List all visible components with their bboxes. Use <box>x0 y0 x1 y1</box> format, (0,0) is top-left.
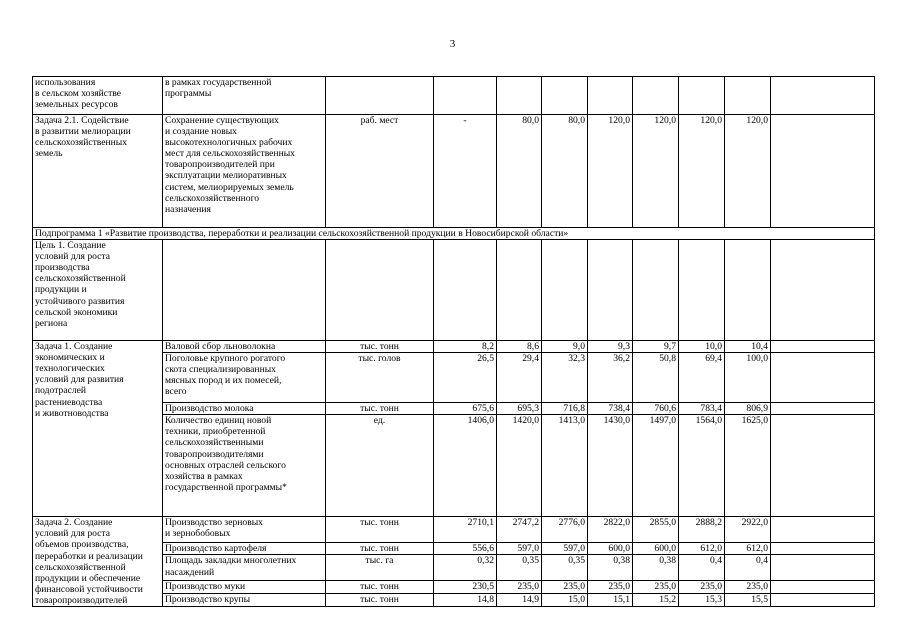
value-cell <box>633 77 679 115</box>
value-cell: 0,35 <box>497 555 542 581</box>
value-cell: 235,0 <box>633 581 679 593</box>
value-cell: 120,0 <box>725 115 771 228</box>
value-cell: 15,0 <box>542 593 588 606</box>
value-cell: 1420,0 <box>497 415 542 517</box>
value-cell: 50,8 <box>633 353 679 403</box>
value-cell: 2776,0 <box>542 517 588 543</box>
value-cell: 0,4 <box>679 555 725 581</box>
value-cell: 32,3 <box>542 353 588 403</box>
value-cell <box>771 341 875 353</box>
goal-cell: Задача 2.1. Содействие в развитии мелиорации сельскохозяйственных земель <box>33 115 163 228</box>
indicator-cell: Производство муки <box>163 581 326 593</box>
value-cell: 10,0 <box>679 341 725 353</box>
value-cell: 120,0 <box>633 115 679 228</box>
value-cell: 120,0 <box>588 115 633 228</box>
indicator-cell: Производство зерновых и зернобобовых <box>163 517 326 543</box>
value-cell <box>771 593 875 606</box>
value-cell: 597,0 <box>542 543 588 555</box>
value-cell: 0,32 <box>434 555 497 581</box>
value-cell <box>542 77 588 115</box>
value-cell: 2747,2 <box>497 517 542 543</box>
subprogram-title: Подпрограмма 1 «Развитие производства, переработки и реализации сельскохозяйственной продукции в Новосибирской области» <box>33 228 875 240</box>
value-cell: 36,2 <box>588 353 633 403</box>
value-cell <box>771 353 875 403</box>
value-cell <box>725 240 771 341</box>
value-cell <box>497 240 542 341</box>
table-row <box>33 77 875 115</box>
value-cell: 120,0 <box>679 115 725 228</box>
table-row <box>33 517 875 543</box>
indicator-cell: Сохранение существующих и создание новых высокотехнологичных рабочих мест для сельскохозяйственных товаропроизводителей при эксплуатации мелиоративных систем, мелиорируемых земель сельскохозяйственного назначения <box>163 115 326 228</box>
unit-cell: тыс. га <box>326 555 434 581</box>
indicator-cell: Производство картофеля <box>163 543 326 555</box>
value-cell: 2855,0 <box>633 517 679 543</box>
value-cell <box>771 115 875 228</box>
unit-cell: тыс. тонн <box>326 581 434 593</box>
value-cell: 0,35 <box>542 555 588 581</box>
value-cell: 1625,0 <box>725 415 771 517</box>
value-cell: 0,38 <box>588 555 633 581</box>
value-cell: 0,4 <box>725 555 771 581</box>
unit-cell <box>326 77 434 115</box>
goal-cell: Задача 2. Создание условий для роста объемов производства, переработки и реализации сельскохозяйственной продукции и обеспечение финансовой устойчивости товаропроизводителей <box>33 517 163 607</box>
value-cell <box>497 77 542 115</box>
value-cell: 612,0 <box>725 543 771 555</box>
value-cell: 2710,1 <box>434 517 497 543</box>
value-cell <box>633 240 679 341</box>
value-cell: 675,6 <box>434 403 497 415</box>
value-cell <box>679 77 725 115</box>
unit-cell <box>326 240 434 341</box>
value-cell <box>771 77 875 115</box>
value-cell: 1497,0 <box>633 415 679 517</box>
unit-cell: тыс. тонн <box>326 543 434 555</box>
value-cell: 556,6 <box>434 543 497 555</box>
indicator-cell: Валовой сбор льноволокна <box>163 341 326 353</box>
value-cell <box>771 555 875 581</box>
value-cell: 15,5 <box>725 593 771 606</box>
value-cell: 600,0 <box>588 543 633 555</box>
indicator-cell: Производство крупы <box>163 593 326 606</box>
value-cell: 1406,0 <box>434 415 497 517</box>
value-cell: 100,0 <box>725 353 771 403</box>
value-cell: 0,38 <box>633 555 679 581</box>
unit-cell: тыс. тонн <box>326 341 434 353</box>
value-cell: 235,0 <box>497 581 542 593</box>
value-cell: 738,4 <box>588 403 633 415</box>
value-cell <box>771 517 875 543</box>
value-cell: 600,0 <box>633 543 679 555</box>
value-cell: 783,4 <box>679 403 725 415</box>
value-cell: 235,0 <box>679 581 725 593</box>
unit-cell: ед. <box>326 415 434 517</box>
value-cell <box>588 240 633 341</box>
value-cell: 2922,0 <box>725 517 771 543</box>
value-cell <box>771 581 875 593</box>
indicator-cell: Площадь закладки многолетних насаждений <box>163 555 326 581</box>
value-cell <box>771 543 875 555</box>
value-cell: 15,3 <box>679 593 725 606</box>
value-cell: 8,2 <box>434 341 497 353</box>
value-cell: 1564,0 <box>679 415 725 517</box>
value-cell <box>434 240 497 341</box>
value-cell: 9,0 <box>542 341 588 353</box>
value-cell <box>725 77 771 115</box>
value-cell: 760,6 <box>633 403 679 415</box>
value-cell <box>679 240 725 341</box>
value-cell: 14,9 <box>497 593 542 606</box>
unit-cell: тыс. тонн <box>326 593 434 606</box>
value-cell: 15,1 <box>588 593 633 606</box>
indicator-cell <box>163 240 326 341</box>
indicator-cell: Производство молока <box>163 403 326 415</box>
page-number: 3 <box>449 38 456 50</box>
unit-cell: тыс. тонн <box>326 517 434 543</box>
goal-cell: использования в сельском хозяйстве земельных ресурсов <box>33 77 163 115</box>
value-cell: 69,4 <box>679 353 725 403</box>
indicator-cell: в рамках государственной программы <box>163 77 326 115</box>
value-cell: 9,7 <box>633 341 679 353</box>
value-cell: 14,8 <box>434 593 497 606</box>
unit-cell: тыс. голов <box>326 353 434 403</box>
table-row <box>33 228 875 240</box>
value-cell <box>434 77 497 115</box>
value-cell: 235,0 <box>588 581 633 593</box>
value-cell: - <box>434 115 497 228</box>
value-cell: 230,5 <box>434 581 497 593</box>
value-cell: 1413,0 <box>542 415 588 517</box>
indicator-cell: Поголовье крупного рогатого скота специализированных мясных пород и их помесей, всего <box>163 353 326 403</box>
value-cell: 1430,0 <box>588 415 633 517</box>
value-cell <box>588 77 633 115</box>
value-cell: 597,0 <box>497 543 542 555</box>
indicators-table <box>32 76 875 607</box>
unit-cell: раб. мест <box>326 115 434 228</box>
value-cell <box>771 240 875 341</box>
goal-cell: Задача 1. Создание экономических и технологических условий для развития подотраслей растениеводства и животноводства <box>33 341 163 517</box>
value-cell: 612,0 <box>679 543 725 555</box>
value-cell: 26,5 <box>434 353 497 403</box>
unit-cell: тыс. тонн <box>326 403 434 415</box>
table-row <box>33 341 875 353</box>
value-cell: 695,3 <box>497 403 542 415</box>
value-cell: 2888,2 <box>679 517 725 543</box>
value-cell: 10,4 <box>725 341 771 353</box>
value-cell: 8,6 <box>497 341 542 353</box>
value-cell: 9,3 <box>588 341 633 353</box>
value-cell: 80,0 <box>497 115 542 228</box>
indicator-cell: Количество единиц новой техники, приобретенной сельскохозяйственными товаропроизводителями основных отраслей сельского хозяйства в рамках государственной программы* <box>163 415 326 517</box>
value-cell: 2822,0 <box>588 517 633 543</box>
value-cell: 15,2 <box>633 593 679 606</box>
value-cell: 29,4 <box>497 353 542 403</box>
value-cell <box>542 240 588 341</box>
goal-cell: Цель 1. Создание условий для роста производства сельскохозяйственной продукции и устойчивого развития сельской экономики региона <box>33 240 163 341</box>
value-cell: 806,9 <box>725 403 771 415</box>
value-cell: 235,0 <box>725 581 771 593</box>
value-cell <box>771 403 875 415</box>
value-cell: 80,0 <box>542 115 588 228</box>
table-row <box>33 240 875 341</box>
value-cell: 235,0 <box>542 581 588 593</box>
value-cell <box>771 415 875 517</box>
table-row <box>33 115 875 228</box>
value-cell: 716,8 <box>542 403 588 415</box>
